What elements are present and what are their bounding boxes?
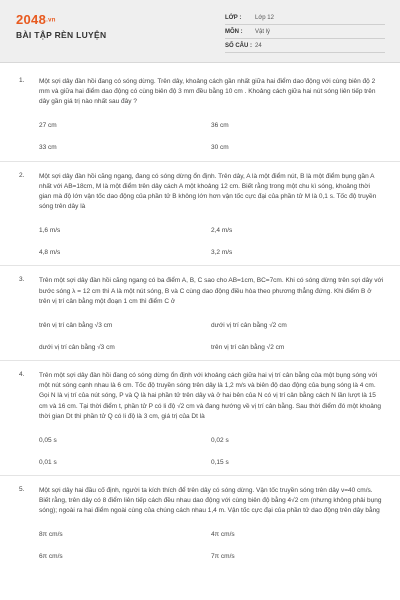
answer-option[interactable]: 8π cm/s [39, 531, 63, 539]
brand-suffix: .vn [46, 17, 56, 24]
meta-row-subject [225, 25, 385, 39]
answer-option[interactable]: 36 cm [211, 122, 229, 130]
question-2 [0, 172, 400, 264]
answer-option[interactable]: 0,02 s [211, 436, 229, 444]
answer-option[interactable]: 3,2 m/s [211, 248, 233, 256]
question-number: 1. [19, 77, 25, 84]
brand-name: 2048 [16, 12, 47, 27]
answer-option[interactable]: 4,8 m/s [39, 248, 61, 256]
answer-options [39, 429, 384, 473]
question-text: Một sợi dây đàn hồi căng ngang, đang có sóng dừng ổn định. Trên dây, A là một điểm nút, B là một điểm bụng gần A nhất với AB=18cm, M là một điểm trên dây cách A một khoảng 12 cm. Biết rằng trong một chu kì sóng, khoảng thời gian mà độ lớn vận tốc dao động của phần tử B không lớn hơn vận tốc cực đại của phần tử M là 0,1 s. Tốc độ truyền sóng trên dây là [39, 172, 377, 211]
question-5 [0, 486, 400, 568]
answer-options [39, 115, 384, 159]
answer-option[interactable]: 2,4 m/s [211, 226, 233, 234]
answer-option[interactable]: dưới vị trí cân bằng √3 cm [39, 343, 115, 351]
answer-option[interactable]: 7π cm/s [211, 553, 235, 561]
question-number: 4. [19, 371, 25, 379]
page-subtitle: BÀI TẬP RÈN LUYỆN [16, 30, 107, 40]
question-number: 2. [19, 171, 25, 179]
answer-option[interactable]: 27 cm [39, 122, 57, 130]
answer-option[interactable]: dưới vị trí cân bằng √2 cm [211, 321, 287, 329]
meta-value: Lớp 12 [255, 14, 274, 21]
question-text: Trên một sợi dây đàn hồi đang có sóng dừng ổn định với khoảng cách giữa hai vị trí cân bằng của một bụng sóng với một nút sóng cạnh nhau là 6 cm. Tốc độ truyền sóng trên dây là 1,2 m/s và biên độ dao động của bụng sóng là 4 cm. Gọi N là vị trí của nút sóng, P và Q là hai phần tử trên dây và ở hai bên của N có vị trí cân bằng cách N lần lượt là 15 cm và 16 cm. Tại thời điểm t, phần tử P có li độ √2 cm và đang hướng về vị trí cân bằng. Sau thời điểm đó một khoảng thời gian Dt thì phần tử Q có li độ là 3 cm, giá trị của Dt là [39, 372, 382, 420]
divider [0, 360, 400, 361]
question-3 [0, 276, 400, 358]
question-text: Một sợi dây hai đầu cố định, người ta kích thích để trên dây có sóng dừng. Vận tốc truyền sóng trên dây v=40 cm/s. Biết rằng, trên dây có 8 điểm liên tiếp cách đều nhau dao động với cùng biên độ bằng 4√2 cm (nhưng không phải bụng sóng); ngoài ra hai điểm ngoài cùng của chúng cách nhau 1,4 m. Vận tốc cực đại của phần tử dao động trên dây bằng [39, 487, 382, 515]
meta-label: LỚP : [225, 14, 242, 21]
answer-option[interactable]: 6π cm/s [39, 553, 63, 561]
answer-option[interactable]: 0,15 s [211, 458, 229, 466]
answer-option[interactable]: trên vị trí cân bằng √2 cm [211, 343, 285, 351]
page-header [0, 0, 400, 63]
question-text: Trên một sợi dây đàn hồi căng ngang có ba điểm A, B, C sao cho AB=1cm, BC=7cm. Khi có sóng dừng trên sợi dây với bước sóng λ = 12 cm thì A là một nút sóng, B và C cùng dao động điều hòa theo phương thẳng đứng. Khi điểm B ở trên vị trí cân bằng một đoạn 1 cm thì điểm C ở [39, 277, 384, 305]
meta-value: 24 [255, 42, 262, 49]
meta-label: SỐ CÂU : [225, 42, 252, 49]
question-4 [0, 371, 400, 473]
meta-label: MÔN : [225, 28, 243, 35]
answer-options [39, 524, 384, 568]
meta-row-class [225, 11, 385, 25]
answer-option[interactable]: trên vị trí cân bằng √3 cm [39, 321, 113, 329]
question-list [0, 63, 400, 568]
answer-options [39, 314, 384, 358]
answer-option[interactable]: 0,05 s [39, 436, 57, 444]
question-number: 3. [19, 276, 25, 284]
divider [0, 475, 400, 476]
divider [0, 161, 400, 162]
answer-option[interactable]: 30 cm [211, 144, 229, 152]
meta-table [225, 11, 385, 53]
meta-value: Vật lý [255, 28, 271, 35]
question-1 [0, 77, 400, 159]
brand-logo[interactable] [16, 12, 56, 27]
answer-option[interactable]: 1,6 m/s [39, 226, 61, 234]
question-text: Một sợi dây đàn hồi đang có sóng dừng. Trên dây, khoảng cách gần nhất giữa hai điểm dao động với cùng biên độ 2 mm và giữa hai điểm dao động có cùng biên độ 3 mm đều bằng 10 cm . Khoảng cách giữa hai nút sóng liên tiếp trên dây gần giá trị nào nhất sau đây ? [39, 78, 376, 106]
answer-option[interactable]: 33 cm [39, 144, 57, 152]
question-number: 5. [19, 486, 25, 494]
answer-option[interactable]: 4π cm/s [211, 531, 235, 539]
answer-option[interactable]: 0,01 s [39, 458, 57, 466]
divider [0, 265, 400, 266]
answer-options [39, 219, 384, 263]
meta-row-count [225, 39, 385, 53]
